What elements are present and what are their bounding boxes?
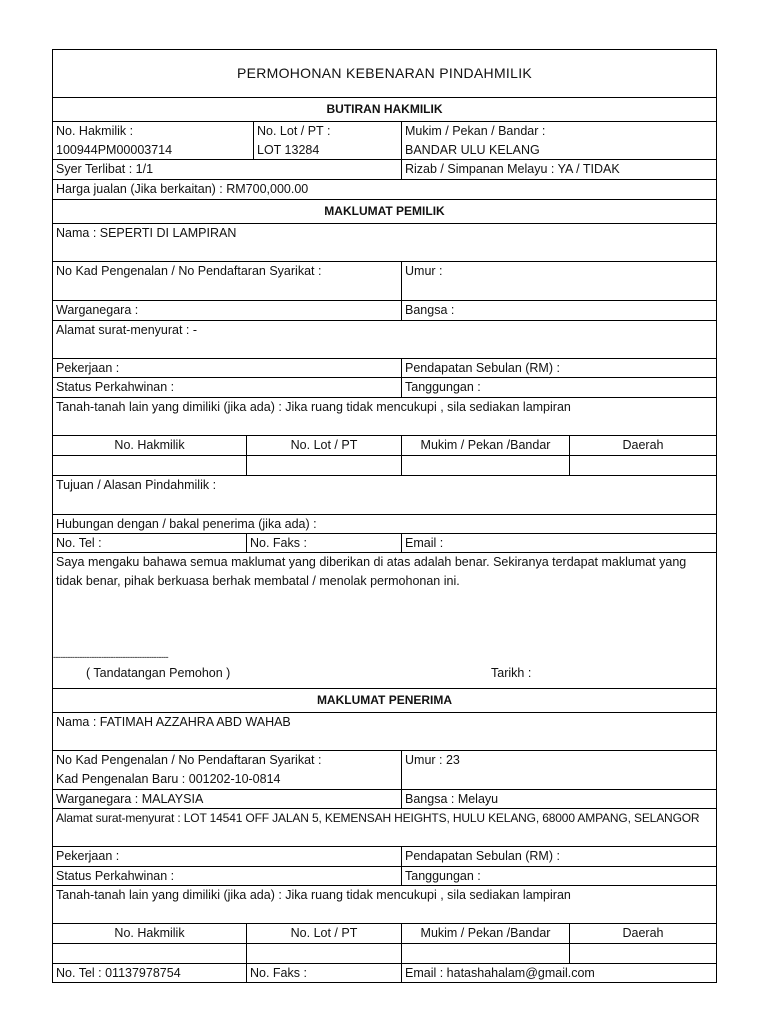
form-title: PERMOHONAN KEBENARAN PINDAHMILIK <box>236 65 533 81</box>
section-maklumat-penerima <box>53 689 716 713</box>
mukim-value: BANDAR ULU KELANG <box>405 143 540 157</box>
pemilik-kad-pengenalan: No Kad Pengenalan / No Pendaftaran Syarikat : <box>56 264 322 278</box>
penerima-tanah-table-header <box>53 924 716 944</box>
pemilik-pekerjaan-row <box>53 359 716 378</box>
pemilik-warganegara: Warganegara : <box>56 303 139 317</box>
pemilik-umur: Umur : <box>401 262 716 300</box>
col-mukim: Mukim / Pekan /Bandar <box>401 436 569 455</box>
penerima-warganegara: Warganegara : MALAYSIA <box>56 792 204 806</box>
col-daerah: Daerah <box>569 924 716 943</box>
hubungan-row <box>53 515 716 534</box>
signature-line: ------------------------------------------------ <box>53 652 169 662</box>
application-form <box>52 49 717 983</box>
pemilik-kad-row <box>53 262 716 301</box>
table-cell <box>53 456 246 475</box>
table-cell <box>401 944 569 963</box>
tujuan-pindahmilik: Tujuan / Alasan Pindahmilik : <box>56 478 217 492</box>
no-hakmilik-cell <box>53 122 253 159</box>
pemilik-tanah-lain: Tanah-tanah lain yang dimiliki (jika ada) : Jika ruang tidak mencukupi , sila sediakan lampiran <box>56 400 571 414</box>
pemilik-tanah-table-row <box>53 456 716 476</box>
penerima-status: Status Perkahwinan : <box>56 869 175 883</box>
pemilik-nama-row <box>53 224 716 262</box>
penerima-pekerjaan: Pekerjaan : <box>56 849 120 863</box>
table-cell <box>246 456 401 475</box>
hubungan-penerima: Hubungan dengan / bakal penerima (jika ada) : <box>56 517 317 531</box>
pemilik-tanggungan: Tanggungan : <box>401 378 716 397</box>
tujuan-row <box>53 476 716 515</box>
pemilik-faks: No. Faks : <box>246 534 401 552</box>
penerima-kad-label: No Kad Pengenalan / No Pendaftaran Syarikat : <box>56 753 322 767</box>
col-no-lot: No. Lot / PT <box>246 924 401 943</box>
penerima-nama-row <box>53 713 716 751</box>
penerima-tanah-lain: Tanah-tanah lain yang dimiliki (jika ada) : Jika ruang tidak mencukupi , sila sediakan lampiran <box>56 888 571 902</box>
pemilik-status-row <box>53 378 716 398</box>
penerima-pekerjaan-row <box>53 847 716 867</box>
pemilik-contact-row <box>53 534 716 553</box>
penerima-umur: Umur : 23 <box>401 751 716 789</box>
penerima-kad-value: Kad Pengenalan Baru : 001202-10-0814 <box>56 772 281 786</box>
pemilik-bangsa: Bangsa : <box>401 301 716 320</box>
pemilik-alamat: Alamat surat-menyurat : - <box>56 323 198 337</box>
pemilik-email: Email : <box>401 534 716 552</box>
mukim-cell <box>401 122 716 159</box>
section-heading: MAKLUMAT PEMILIK <box>324 204 445 218</box>
pemilik-alamat-row <box>53 321 716 359</box>
penerima-kad-cell <box>53 751 401 789</box>
akuan-row <box>53 553 716 689</box>
penerima-contact-row <box>53 964 716 983</box>
penerima-nama: Nama : FATIMAH AZZAHRA ABD WAHAB <box>56 715 291 729</box>
syer-row <box>53 160 716 180</box>
section-butiran-hakmilik <box>53 98 716 122</box>
pemilik-warganegara-row <box>53 301 716 321</box>
section-heading: BUTIRAN HAKMILIK <box>326 102 443 116</box>
tarikh: Tarikh : <box>491 666 532 680</box>
penerima-status-row <box>53 867 716 886</box>
table-cell <box>53 944 246 963</box>
penerima-tanah-row <box>53 886 716 924</box>
penerima-kad-row <box>53 751 716 790</box>
harga-row <box>53 180 716 200</box>
col-no-lot: No. Lot / PT <box>246 436 401 455</box>
syer-terlibat: Syer Terlibat : 1/1 <box>56 162 154 176</box>
pemilik-status: Status Perkahwinan : <box>56 380 175 394</box>
no-lot-value: LOT 13284 <box>257 143 320 157</box>
col-no-hakmilik: No. Hakmilik <box>114 926 185 940</box>
penerima-email: Email : hatashahalam@gmail.com <box>401 964 716 983</box>
table-cell <box>569 944 716 963</box>
col-daerah: Daerah <box>569 436 716 455</box>
penerima-pendapatan: Pendapatan Sebulan (RM) : <box>401 847 716 866</box>
section-heading: MAKLUMAT PENERIMA <box>316 693 453 707</box>
penerima-alamat-row <box>53 809 716 847</box>
pemilik-nama: Nama : SEPERTI DI LAMPIRAN <box>56 226 237 240</box>
pemilik-tanah-row <box>53 398 716 436</box>
mukim-label: Mukim / Pekan / Bandar : <box>405 124 546 138</box>
penerima-tanggungan: Tanggungan : <box>401 867 716 885</box>
tandatangan-pemohon: ( Tandatangan Pemohon ) <box>86 666 231 680</box>
no-lot-cell <box>253 122 401 159</box>
table-cell <box>246 944 401 963</box>
table-cell <box>401 456 569 475</box>
penerima-alamat: Alamat surat-menyurat : LOT 14541 OFF JALAN 5, KEMENSAH HEIGHTS, HULU KELANG, 68000 AMPANG, SELANGOR <box>56 811 700 825</box>
no-hakmilik-label: No. Hakmilik : <box>56 124 134 138</box>
table-cell <box>569 456 716 475</box>
no-lot-label: No. Lot / PT : <box>257 124 331 138</box>
penerima-tanah-table-row <box>53 944 716 964</box>
hakmilik-details-row <box>53 122 716 160</box>
section-maklumat-pemilik <box>53 200 716 224</box>
rizab-melayu: Rizab / Simpanan Melayu : YA / TIDAK <box>401 160 716 179</box>
akuan-statement: Saya mengaku bahawa semua maklumat yang diberikan di atas adalah benar. Sekiranya terdapat maklumat yang tidak benar, pihak berkuasa berhak membatal / menolak permohonan ini. <box>56 555 687 588</box>
no-hakmilik-value: 100944PM00003714 <box>56 143 173 157</box>
pemilik-pekerjaan: Pekerjaan : <box>56 361 120 375</box>
penerima-warganegara-row <box>53 790 716 809</box>
pemilik-tanah-table-header <box>53 436 716 456</box>
penerima-bangsa: Bangsa : Melayu <box>401 790 716 808</box>
col-mukim: Mukim / Pekan /Bandar <box>401 924 569 943</box>
form-title-row <box>53 50 716 98</box>
pemilik-pendapatan: Pendapatan Sebulan (RM) : <box>401 359 716 377</box>
pemilik-tel: No. Tel : <box>56 536 102 550</box>
col-no-hakmilik: No. Hakmilik <box>114 438 185 452</box>
harga-jualan: Harga jualan (Jika berkaitan) : RM700,000.00 <box>56 182 309 196</box>
penerima-tel: No. Tel : 01137978754 <box>56 966 181 980</box>
penerima-faks: No. Faks : <box>246 964 401 983</box>
